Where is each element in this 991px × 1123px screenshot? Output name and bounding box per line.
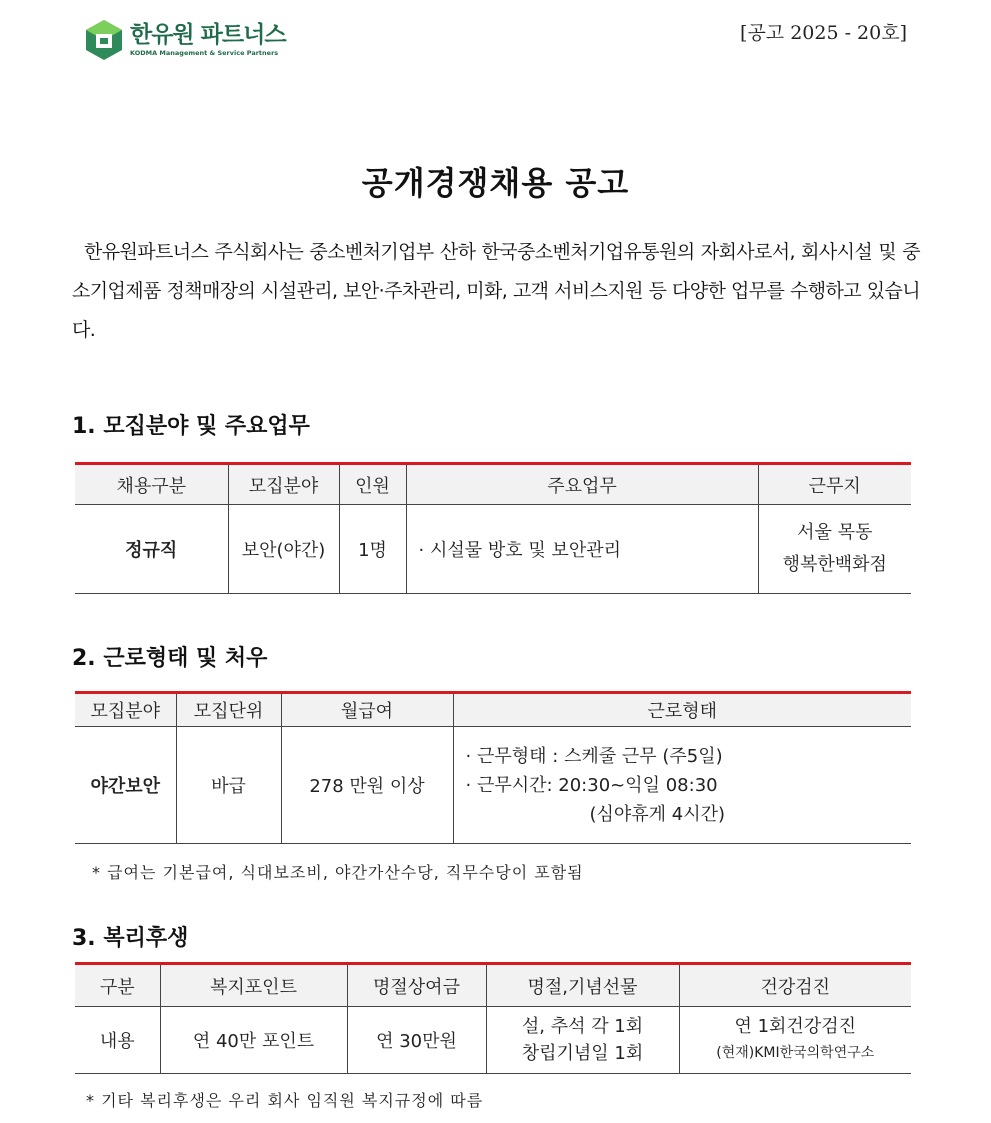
cell-bonus: 연 30만원	[347, 1007, 486, 1074]
cell-location	[758, 505, 911, 594]
salary-note: * 급여는 기본급여, 식대보조비, 야간가산수당, 직무수당이 포함됨	[92, 863, 584, 882]
table-header: 건강검진	[679, 964, 911, 1007]
intro-paragraph	[72, 233, 920, 350]
section2-heading: 2. 근로형태 및 처우	[72, 646, 268, 671]
table-header-row	[75, 464, 911, 505]
table-row	[75, 727, 911, 844]
table-header: 근로형태	[453, 693, 911, 727]
section3-heading: 3. 복리후생	[72, 926, 189, 951]
logo-mark-icon	[84, 18, 124, 62]
cell-duty: · 시설물 방호 및 보안관리	[406, 505, 758, 594]
company-logo	[84, 18, 286, 62]
location-line: 행복한백화점	[782, 554, 887, 575]
table-header: 모집분야	[75, 693, 176, 727]
cell-type: 정규직	[75, 505, 228, 594]
cell-salary: 278 만원 이상	[281, 727, 453, 844]
cell-field: 보안(야간)	[228, 505, 339, 594]
cell-work	[453, 727, 911, 844]
table-header: 모집분야	[228, 464, 339, 505]
intro-text: 한유원파트너스 주식회사는 중소벤처기업부 산하 한국중소벤처기업유통원의 자회사로서, 회사시설 및 중소기업제품 정책매장의 시설관리, 보안·주차관리, 미화, 고객 서비스지원 등 다양한 업무를 수행하고 있습니다.	[72, 241, 920, 341]
table-header-row	[75, 693, 911, 727]
cell-field: 야간보안	[75, 727, 176, 844]
notice-number: [공고 2025 - 20호]	[740, 22, 907, 44]
table-header-row	[75, 964, 911, 1007]
gift-line: 창립기념일 1회	[521, 1043, 644, 1064]
recruit-table	[75, 462, 911, 594]
welfare-table	[75, 962, 911, 1074]
table-header: 주요업무	[406, 464, 758, 505]
section1-heading: 1. 모집분야 및 주요업무	[72, 414, 310, 439]
work-time: · 근무시간: 20:30~익일 08:30	[465, 774, 718, 796]
cell-count: 1명	[339, 505, 406, 594]
table-header: 월급여	[281, 693, 453, 727]
welfare-note: * 기타 복리후생은 우리 회사 임직원 복지규정에 따름	[86, 1091, 484, 1110]
location-line: 서울 목동	[797, 522, 873, 543]
work-type: · 근무형태 : 스케줄 근무 (주5일)	[465, 745, 723, 767]
table-header: 모집단위	[176, 693, 281, 727]
logo-name: 한유원 파트너스	[130, 22, 286, 48]
table-header: 구분	[75, 964, 160, 1007]
cell-points: 연 40만 포인트	[160, 1007, 347, 1074]
cell-label: 내용	[75, 1007, 160, 1074]
health-line: 연 1회건강검진	[734, 1016, 856, 1037]
table-row	[75, 1007, 911, 1074]
table-header: 명절상여금	[347, 964, 486, 1007]
table-header: 인원	[339, 464, 406, 505]
health-line: (현재)KMI한국의학연구소	[716, 1045, 875, 1061]
table-header: 채용구분	[75, 464, 228, 505]
gift-line: 설, 추석 각 1회	[521, 1016, 644, 1037]
table-row	[75, 505, 911, 594]
page-title: 공개경쟁채용 공고	[361, 164, 630, 202]
table-header: 복지포인트	[160, 964, 347, 1007]
table-header: 명절,기념선물	[486, 964, 679, 1007]
table-header: 근무지	[758, 464, 911, 505]
work-table	[75, 691, 911, 844]
work-rest: (심야휴게 4시간)	[589, 803, 726, 825]
cell-health	[679, 1007, 911, 1074]
logo-subtitle: KODMA Management & Service Partners	[130, 49, 279, 57]
cell-gift	[486, 1007, 679, 1074]
cell-unit: 바급	[176, 727, 281, 844]
